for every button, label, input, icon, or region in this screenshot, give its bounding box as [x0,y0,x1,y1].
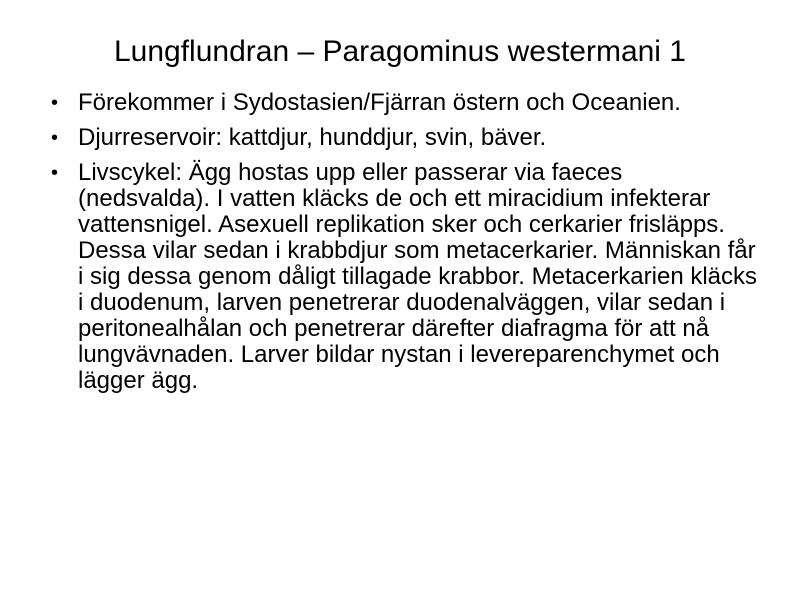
bullet-dot-icon: • [51,162,59,184]
bullet-list [48,90,760,403]
bullet-dot-icon: • [51,92,59,114]
slide-title: Lungflundran – Paragominus westermani 1 [113,35,686,68]
bullet-item-region [48,90,760,116]
bullet-text: Förekommer i Sydostasien/Fjärran östern och Oceanien. [78,89,681,116]
bullet-text: Livscykel: Ägg hostas upp eller passerar via faeces (nedsvalda). I vatten kläcks de och ett miracidium infekterar vattensnigel. Asexuell replikation sker och cerkarier frisläpps. Dessa vilar sedan i krabbdjur som metacerkarier. Människan får i sig dessa genom dåligt tillagade krabbor. Metacerkarien kläcks i duodenum, larven penetrerar duodenalväggen, vilar sedan i peritonealhålan och penetrerar därefter diafragma för att nå lungvävnaden. Larver bildar nystan i levereparenchymet och lägger ägg. [78,159,758,394]
bullet-dot-icon: • [51,127,59,149]
bullet-item-lifecycle [48,160,760,394]
bullet-item-reservoir [48,125,760,151]
bullet-text: Djurreservoir: kattdjur, hunddjur, svin, bäver. [78,124,547,151]
